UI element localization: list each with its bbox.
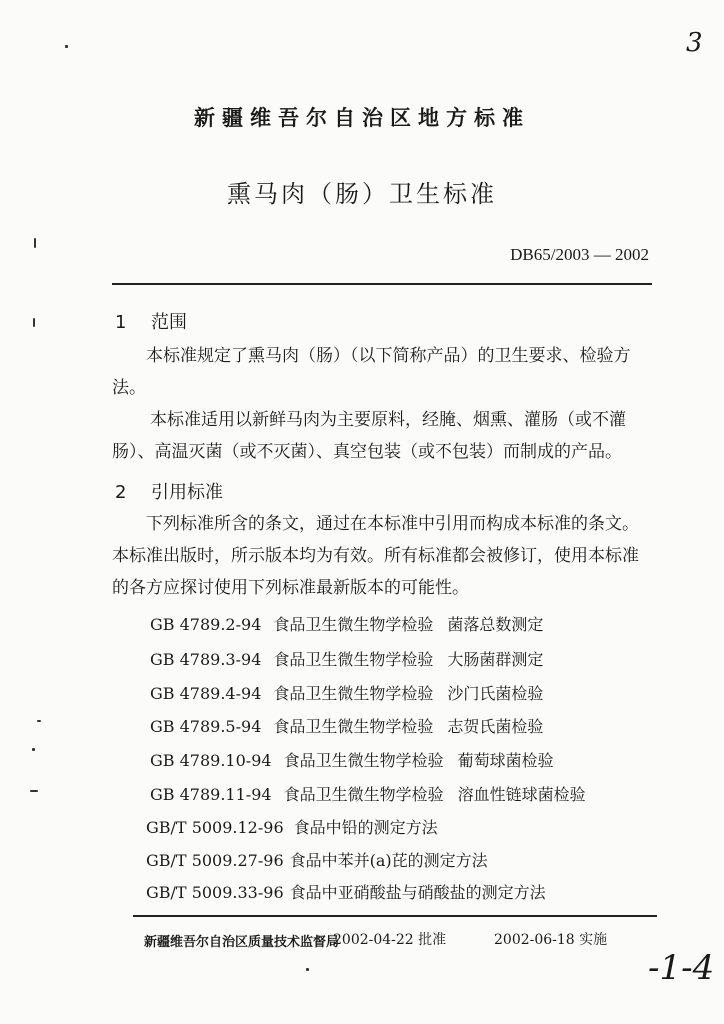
scan-speck xyxy=(32,748,35,751)
reference-code: GB 4789.4-94 xyxy=(150,684,262,703)
reference-name: 食品卫生微生物学检验 xyxy=(273,650,434,669)
reference-code: GB/T 5009.33-96 xyxy=(146,883,284,902)
section-2-heading xyxy=(115,478,223,504)
scan-speck xyxy=(34,238,36,248)
reference-code: GB/T 5009.27-96 xyxy=(146,851,284,870)
reference-code: GB 4789.3-94 xyxy=(150,650,262,669)
issuing-authority: 新疆维吾尔自治区质量技术监督局 xyxy=(144,935,340,950)
reference-item xyxy=(146,815,438,838)
reference-name: 食品卫生微生物学检验 xyxy=(283,751,444,770)
section-number: 1 xyxy=(115,312,127,333)
reference-code: GB 4789.10-94 xyxy=(150,751,272,770)
scope-paragraph-2: 本标准适用以新鲜马肉为主要原料，经腌、烟熏、灌肠（或不灌肠）、高温灭菌（或不灭菌）、真空包装（或不包装）而制成的产品。 xyxy=(112,410,626,462)
footer-divider xyxy=(133,915,657,917)
reference-code: GB 4789.2-94 xyxy=(150,615,262,634)
handwritten-page-number: -1-4 xyxy=(648,948,715,988)
reference-test: 溶血性链球菌检验 xyxy=(457,785,586,804)
reference-item xyxy=(146,848,488,871)
scan-speck xyxy=(65,45,68,48)
document-number: DB65/2003 — 2002 xyxy=(510,245,649,264)
scope-paragraph-1: 本标准规定了熏马肉（肠）（以下简称产品）的卫生要求、检验方法。 xyxy=(112,346,631,398)
reference-item xyxy=(150,681,543,704)
reference-code: GB 4789.5-94 xyxy=(150,717,262,736)
reference-item xyxy=(150,612,543,635)
reference-item xyxy=(150,714,543,737)
reference-item xyxy=(150,782,586,805)
document-title: 熏马肉（肠）卫生标准 xyxy=(227,180,497,208)
section-title: 引用标准 xyxy=(151,482,223,503)
scan-speck xyxy=(33,318,35,327)
section-1-heading xyxy=(115,308,187,334)
reference-code: GB/T 5009.12-96 xyxy=(146,818,284,837)
reference-code: GB 4789.11-94 xyxy=(150,785,272,804)
reference-name: 食品卫生微生物学检验 xyxy=(273,615,434,634)
reference-item xyxy=(146,880,546,903)
reference-item xyxy=(150,647,543,670)
handwritten-corner-number: 3 xyxy=(686,28,703,58)
reference-name: 食品卫生微生物学检验 xyxy=(283,785,444,804)
effective-date: 2002-06-18 实施 xyxy=(494,932,608,948)
scan-speck xyxy=(306,968,309,971)
reference-test: 菌落总数测定 xyxy=(447,615,544,634)
references-intro: 下列标准所含的条文，通过在本标准中引用而构成本标准的条文。本标准出版时，所示版本均为有效。所有标准都会被修订，使用本标准的各方应探讨使用下列标准最新版本的可能性。 xyxy=(112,514,639,598)
header-divider xyxy=(112,283,652,285)
reference-test: 大肠菌群测定 xyxy=(447,650,544,669)
section-number: 2 xyxy=(115,482,127,503)
scan-speck xyxy=(30,790,38,792)
section-title: 范围 xyxy=(151,312,187,333)
reference-name: 食品卫生微生物学检验 xyxy=(273,717,434,736)
reference-item xyxy=(150,748,554,771)
reference-name: 食品中苯并(a)芘的测定方法 xyxy=(289,851,488,870)
reference-test: 沙门氏菌检验 xyxy=(447,684,544,703)
reference-name: 食品中亚硝酸盐与硝酸盐的测定方法 xyxy=(289,883,546,902)
region-standard-title: 新疆维吾尔自治区地方标准 xyxy=(194,106,530,130)
approval-date: 2002-04-22 批准 xyxy=(333,932,447,948)
reference-name: 食品卫生微生物学检验 xyxy=(273,684,434,703)
reference-name: 食品中铅的测定方法 xyxy=(293,818,438,837)
reference-test: 志贺氏菌检验 xyxy=(447,717,544,736)
reference-test: 葡萄球菌检验 xyxy=(457,751,554,770)
scan-speck xyxy=(37,720,41,722)
